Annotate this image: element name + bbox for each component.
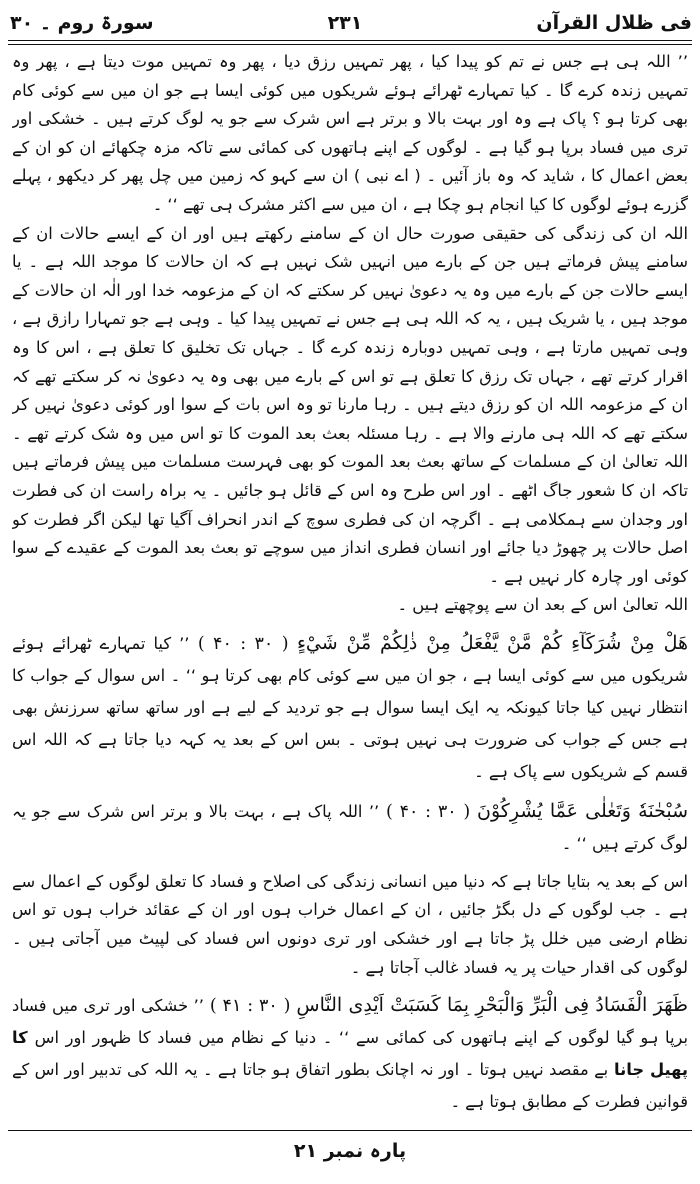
ayah-3-arabic: ظَهَرَ الْفَسَادُ فِى الْبَرِّ وَالْبَحْرِ بِمَا كَسَبَتْ اَيْدِى النَّاسِ <box>296 994 688 1017</box>
paragraph-commentary: اللہ ان کی زندگی کی حقیقی صورت حال ان کے سامنے رکھتے ہیں اور ان کے ایسے حالات ان کے سامنے پیش فرماتے ہیں جن کے بارے میں انہیں شک نہیں ہے کہ ان حالات کا موجد اللہ ہے ۔ یا ایسے حالات جن کے بارے میں وہ یہ دعویٰ نہیں کر سکتے کہ ان کے مزعومہ خدا اور الٰہ ان حالات کے موجد ہیں ، یا شریک ہیں ، یہ کہ اللہ ہی ہے جس نے تمہیں پیدا کیا ۔ وہی ہے جو تمہارا رازق ہے ، وہی تمہیں مارتا ہے ، وہی تمہیں دوبارہ زندہ کرے گا ۔ جہاں تک تخلیق کا تعلق ہے ، اس کا وہ اقرار کرتے تھے ، جہاں تک رزق کا تعلق ہے تو اس کے بارے میں بھی وہ یہ دعویٰ نہ کر سکتے تھے کہ ان کے مزعومہ اللہ ان کو رزق دیتے ہیں ۔ رہا مارنا تو وہ اس بات کے سوا اور کوئی دعویٰ نہیں کر سکتے تھے کہ اللہ ہی مارنے والا ہے ۔ رہا مسئلہ بعث بعد الموت کا تو اس میں وہ شک کرتے تھے ۔ اللہ تعالیٰ ان کے مسلمات کے ساتھ بعث بعد الموت کو بھی فہرست مسلمات میں پیش فرماتے ہیں تاکہ ان کا شعور جاگ اٹھے ۔ اور اس طرح وہ اس کے قائل ہو جائیں ۔ یہ براہ راست ان کی فطرت اور وجدان سے ہمکلامی ہے ۔ اگرچہ ان کی فطری سوچ کے اندر انحراف آگیا تھا لیکن اگر فطرت کو اصل حالات پر چھوڑ دیا جائے اور انسان فطری انداز میں سوچے تو بعث بعد الموت کے عقیدے کے سوا کوئی اور چارہ کار نہیں ہے ۔ <box>12 223 688 586</box>
para-number: پارہ نمبر ۲۱ <box>293 1140 407 1162</box>
footer-divider <box>8 1130 692 1131</box>
surah-label: سورۃ روم ۔ ۳۰ <box>10 12 154 34</box>
ayah-1-reference: ( ۳۰ : ۴۰ ) <box>197 633 289 654</box>
ayah-block-3 <box>12 990 688 1118</box>
page-header <box>10 6 692 40</box>
paragraph-question-intro: اللہ تعالیٰ اس کے بعد ان سے پوچھتے ہیں ۔ <box>397 595 688 615</box>
paragraph-corruption: اس کے بعد یہ بتایا جاتا ہے کہ دنیا میں انسانی زندگی کی اصلاح و فساد کا تعلق لوگوں کے اعمال سے ہے ۔ جب لوگوں کے دل بگڑ جائیں ، ان کے اعمال خراب ہوں اور ان کے عقائد خراب ہوں تو اس نظام ارضی میں خلل پڑ جاتا ہے اور خشکی اور تری دونوں اس فساد کی لپیٹ میں آجاتی ہیں ۔ لوگوں کی اقدار حیات پر یہ فساد غالب آجاتا ہے ۔ <box>12 871 688 977</box>
ayah-2-translation: ’’ اللہ پاک ہے ، بہت بالا و برتر اس شرک سے جو یہ لوگ کرتے ہیں ‘‘ ۔ <box>12 801 688 853</box>
page-number: ۲۳۱ <box>327 12 363 34</box>
ayah-1-translation: ’’ کیا تمہارے ٹھرائے ہوئے شریکوں میں سے کوئی ایسا ہے ، جو ان میں سے کوئی کام بھی کرتا ہو ‘‘ ۔ اس سوال کے جواب کا انتظار نہیں کیا جاتا کیونکہ یہ ایک ایسا سوال ہے جو تردید کے لیے ہے اور ساتھ ساتھ سرزنش بھی ہے جس کے جواب کی ضرورت ہی نہیں ہوتی ۔ بس اس کے بعد یہ کہہ دیا جاتا ہے کہ اللہ اس قسم کے شریکوں سے پاک ہے ۔ <box>12 633 688 781</box>
header-divider-secondary <box>8 44 692 45</box>
ayah-3-reference: ( ۳۰ : ۴۱ ) <box>209 996 291 1017</box>
ayah-block-2 <box>12 796 688 860</box>
ayah-3-translation-b: بے مقصد نہیں ہوتا ۔ اور نہ اچانک بطور اتفاق ہو جاتا ہے ۔ یہ اللہ کی تدبیر اور اس کے قوانین فطرت کے مطابق ہوتا ہے ۔ <box>12 1060 688 1112</box>
ayah-3-bold-phrase: کا پھیل جانا <box>12 1028 688 1080</box>
ayah-2-reference: ( ۳۰ : ۴۰ ) <box>385 801 471 822</box>
ayah-3-translation-a: ’’ خشکی اور تری میں فساد برپا ہو گیا لوگوں کے اپنے ہاتھوں کی کمائی سے ‘‘ ۔ دنیا کے نظام میں فساد کا ظہور اور اس <box>12 996 688 1048</box>
book-title: فی ظلال القرآن <box>536 12 692 34</box>
ayah-1-arabic: هَلْ مِنْ شُرَكَآءِ كُمْ مَّنْ يَّفْعَلُ مِنْ ذٰلِكُمْ مِّنْ شَيْءٍ <box>296 631 688 654</box>
header-divider <box>8 40 692 41</box>
paragraph-quote: ’’ اللہ ہی ہے جس نے تم کو پیدا کیا ، پھر تمہیں رزق دیا ، پھر وہ تمہیں موت دیتا ہے ، پھر وہ تمہیں زندہ کرے گا ۔ کیا تمہارے ٹھرائے ہوئے شریکوں میں کوئی ایسا ہے جو ان میں سے کوئی کام بھی کرتا ہو ؟ پاک ہے وہ اور بہت بالا و برتر ہے اس شرک سے جو یہ لوگ کرتے ہیں ۔ خشکی اور تری میں فساد برپا ہو گیا ہے ۔ لوگوں کے اپنے ہاتھوں کی کمائی سے تاکہ مزہ چکھائے ان کو ان کے بعض اعمال کا ، شاید کہ وہ باز آئیں ۔ ( اے نبی ) ان سے کہو کہ زمین میں چل پھر کر دیکھو ، پہلے گزرے ہوئے لوگوں کا کیا انجام ہو چکا ہے ، ان میں سے اکثر مشرک ہی تھے ‘‘ ۔ <box>12 52 688 214</box>
ayah-block-1 <box>12 628 688 788</box>
ayah-2-arabic: سُبْحٰنَهٗ وَتَعٰلٰى عَمَّا يُشْرِكُوْنَ <box>477 799 688 822</box>
page-body <box>12 48 688 1128</box>
